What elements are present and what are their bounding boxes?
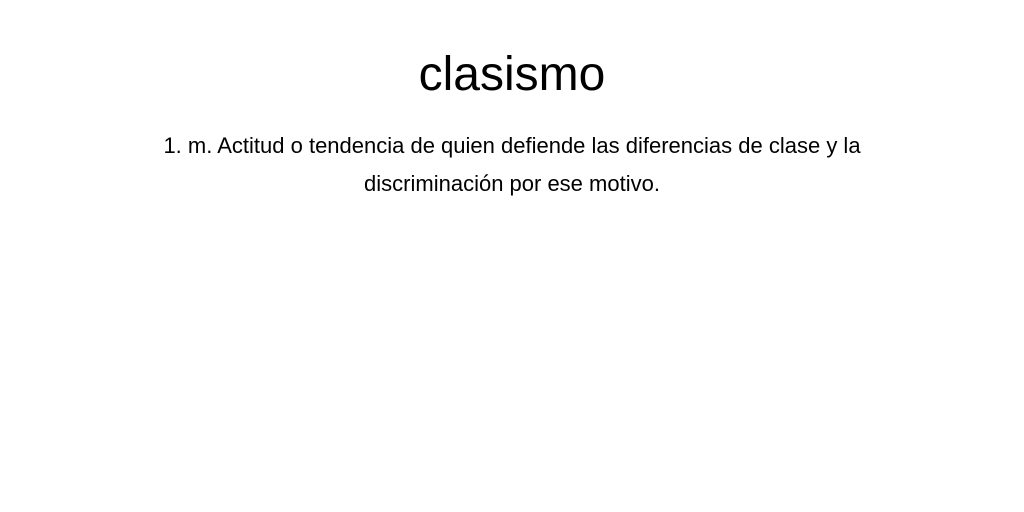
entry-term: clasismo <box>418 48 606 101</box>
entry-definition: 1. m. Actitud o tendencia de quien defiende las diferencias de clase y la discriminación por ese motivo. <box>163 133 861 196</box>
